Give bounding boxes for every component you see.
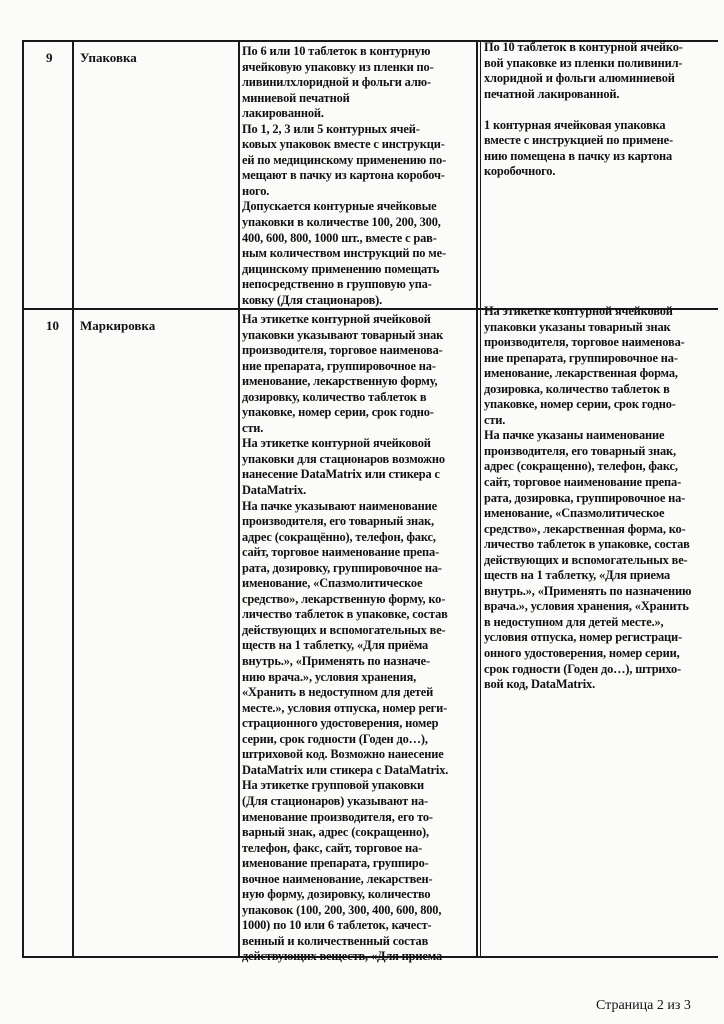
table-col-divider-1 — [72, 40, 74, 958]
row-9-name: Упаковка — [80, 50, 137, 65]
row-9-number: 9 — [46, 50, 53, 65]
row-9-col1-text: По 6 или 10 таблеток в контурную ячейковую упаковку из пленки по- ливинилхлоридной и фольги алю- миниевой печатной лакированной. По 1, 2, 3 или 5 контурных ячей- ковых упаковок вместе с инструкци- ей по медицинскому применению по- мещают в пачку из картона коробоч- ного. Допускается контурные ячейковые упаковки в количестве 100, 200, 300, 400, 600, 800, 1000 шт., вместе с рав- ным количеством инструкций по ме- дицинскому применению помещать непосредственно в групповую упа- ковку (Для стационаров). — [242, 44, 447, 307]
table-col-divider-3 — [476, 40, 478, 958]
row-10-col2-text: На этикетке контурной ячейковой упаковки указаны товарный знак производителя, торговое наименова- ние препарата, группировочное на- именование, лекарственная форма, дозировка, количество таблеток в упаковке, номер серии, срок годно- сти. На пачке указаны наименование производителя, его товарный знак, адрес (сокращенно), телефон, факс, сайт, торговое наименование препа- рата, дозировка, группировочное на- именование, «Спазмолитическое средство», лекарственная форма, ко- личество таблеток в упаковке, состав действующих и вспомогательных ве- ществ на 1 таблетку, «Для приема внутрь.», «Применять по назначению врача.», условия хранения, «Хранить в недоступном для детей месте.», условия отпуска, номер регистраци- онного удостоверения, номер серии, срок годности (Годен до…), штрихо- вой код, DataMatrix. — [484, 304, 692, 692]
page-number: Страница 2 из 3 — [596, 998, 691, 1013]
table-col-divider-3b — [480, 40, 481, 958]
table-left-border — [22, 40, 24, 958]
row-10-col1-text: На этикетке контурной ячейковой упаковки указывают товарный знак производителя, торговое наименова- ние препарата, группировочное на- именование, лекарственную форму, дозировку, количество таблеток в упаковке, номер серии, срок годно- сти. На этикетке контурной ячейковой упаковки для стационаров возможно нанесение DataMatrix или стикера с DataMatrix. На пачке указывают наименование производителя, его товарный знак, адрес (сокращённо), телефон, факс, сайт, торговое наименование препа- рата, дозировку, группировочное на- именование, «Спазмолитическое средство», лекарственную форму, ко- личество таблеток в упаковке, состав действующих и вспомогательных ве- ществ на 1 таблетку, «Для приёма внутрь.», «Применять по назначе- нию врача.», условия хранения, «Хранить в недоступном для детей месте.», условия отпуска, номер реги- страционного удостоверения, номер серии, срок годности (Годен до…), штриховой код. Возможно нанесение DataMatrix или стикера с DataMatrix. На этикетке групповой упаковки (Для стационаров) указывают на- именование производителя, его то- варный знак, адрес (сокращенно), телефон, факс, сайт, торговое на- именование препарата, группиро- вочное наименование, лекарствен- ную форму, дозировку, количество упаковок (100, 200, 300, 400, 600, 800, 1000) по 10 или 6 таблеток, качест- венный и количественный состав действующих веществ, «Для приема — [242, 312, 449, 964]
row-9-col2-text: По 10 таблеток в контурной ячейко- вой упаковке из пленки поливинил- хлоридной и фольги алюминиевой печатной лакированной. 1 контурная ячейковая упаковка вместе с инструкцией по примене- нию помещена в пачку из картона коробочного. — [484, 40, 683, 179]
table-col-divider-2 — [238, 40, 240, 958]
row-10-number: 10 — [46, 318, 59, 333]
row-10-name: Маркировка — [80, 318, 156, 333]
